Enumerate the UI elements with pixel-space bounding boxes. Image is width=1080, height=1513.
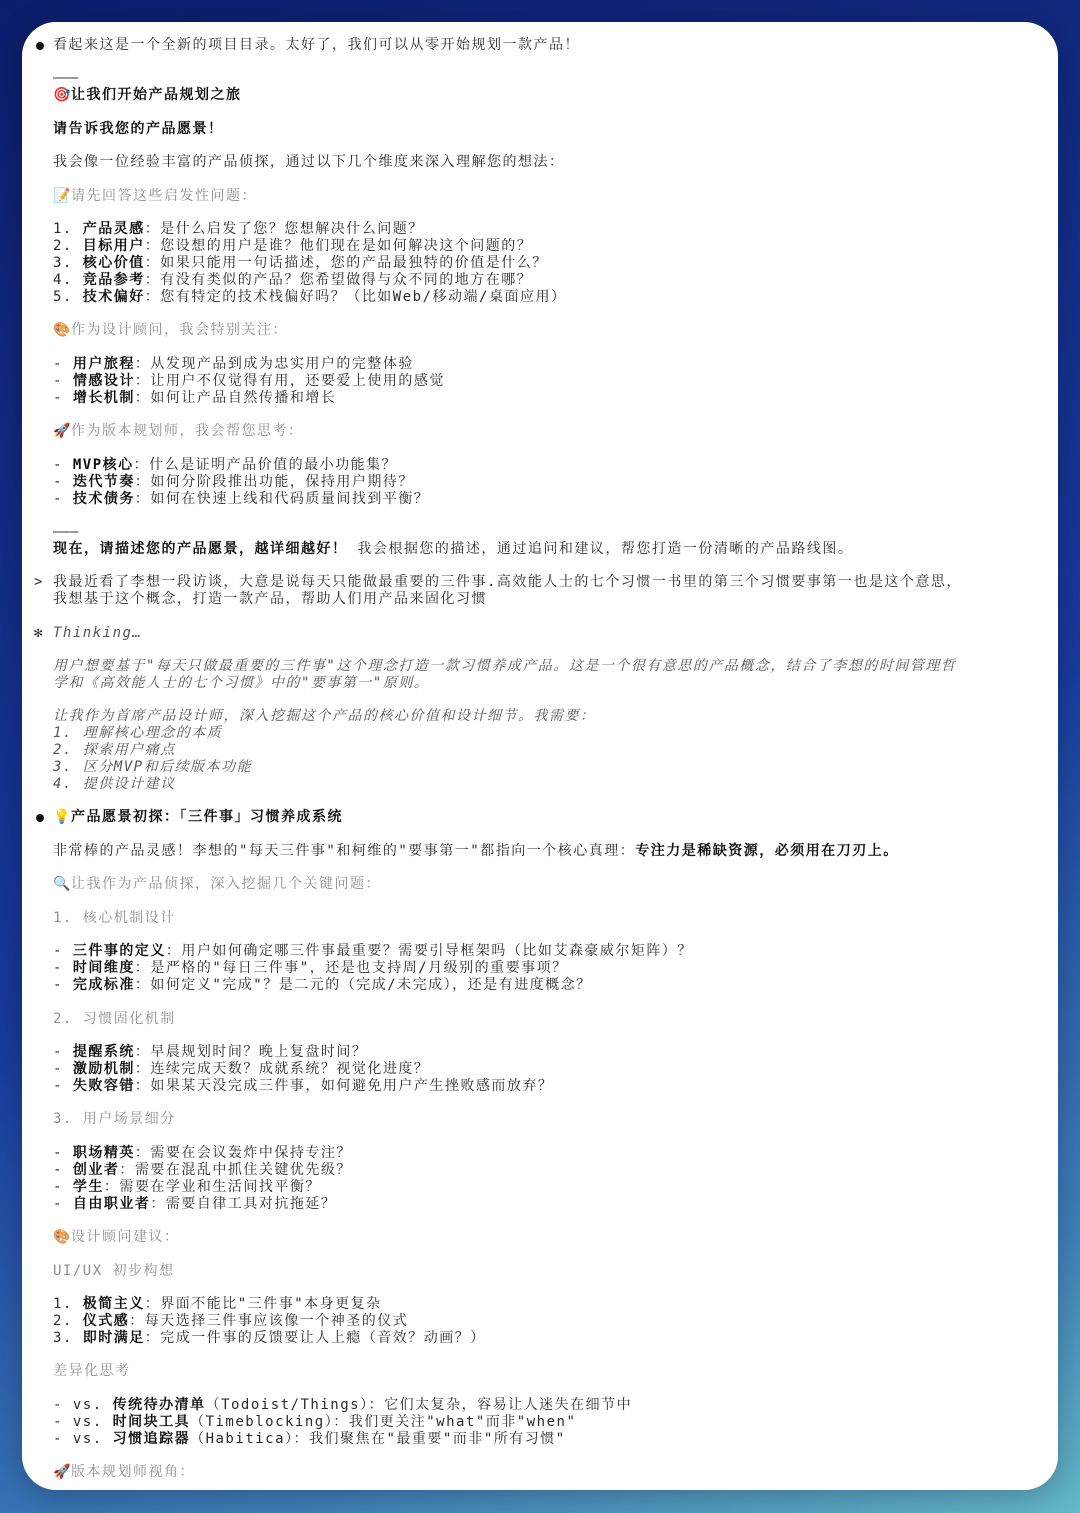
question-item: 5. 技术偏好：您有特定的技术栈偏好吗？（比如Web/移动端/桌面应用） [53, 289, 567, 305]
uiux-item: 3. 即时满足：完成一件事的反馈要让人上瘾（音效？动画？） [53, 1330, 486, 1346]
advice-title [53, 1229, 1040, 1246]
thinking-icon: ✻ [34, 625, 43, 641]
designer-focus [53, 322, 1040, 339]
diff-title: 差异化思考 [53, 1363, 131, 1379]
rocket-icon: 🚀 [53, 1464, 72, 1480]
separator: ——— [53, 70, 79, 86]
section-item: - 三件事的定义：用户如何确定哪三件事最重要？需要引导框架吗（比如艾森豪威尔矩阵）？ [53, 943, 693, 959]
question-item: 3. 核心价值：如果只能用一句话描述，您的产品最独特的价值是什么？ [53, 255, 548, 271]
section-item: - 自由职业者：需要自律工具对抗拖延？ [53, 1196, 337, 1212]
section-title: 1. 核心机制设计 [53, 910, 176, 926]
uiux-title: UI/UX 初步构想 [53, 1263, 175, 1279]
uiux-item: 1. 极简主义：界面不能比"三件事"本身更复杂 [53, 1296, 382, 1312]
thinking-item: 2. 探索用户痛点 [53, 742, 176, 758]
diff-item: - vs. 习惯追踪器（Habitica）：我们聚焦在"最重要"而非"所有习惯" [53, 1431, 566, 1447]
section-item: - 职场精英：需要在会议轰炸中保持专注？ [53, 1145, 352, 1161]
message-bullet [36, 42, 44, 50]
explore-title-text: 产品愿景初探：「三件事」习惯养成系统 [71, 809, 343, 825]
memo-icon: 📝 [53, 188, 72, 204]
dig-prompt-text: 让我作为产品侦探，深入挖掘几个关键问题： [71, 876, 381, 892]
designer-item: - 情感设计：让用户不仅觉得有用，还要爱上使用的感觉 [53, 373, 445, 389]
thinking-text: 学和《高效能人士的七个习惯》中的"要事第一"原则。 [53, 675, 430, 691]
praise-text: 非常棒的产品灵感！李想的"每天三件事"和柯维的"要事第一"都指向一个核心真理：专注力是稀缺资源，必须用在刀刃上。 [53, 843, 899, 859]
vision-request [53, 121, 1040, 138]
lightbulb-icon: 💡 [53, 809, 72, 825]
user-message-line: 我最近看了李想一段访谈，大意是说每天只能做最重要的三件事.高效能人士的七个习惯一书里的第三个习惯要事第一也是这个意思， [53, 574, 962, 590]
planner-item: - 技术债务：如何在快速上线和代码质量间找到平衡？ [53, 491, 430, 507]
question-item: 4. 竞品参考：有没有类似的产品？您希望做得与众不同的地方在哪？ [53, 272, 533, 288]
diff-item: - vs. 传统待办清单（Todoist/Things）：它们太复杂，容易让人迷失在细节中 [53, 1397, 633, 1413]
designer-item: - 用户旅程：从发现产品到成为忠实用户的完整体验 [53, 356, 414, 372]
thinking-text: 用户想要基于"每天只做最重要的三件事"这个理念打造一款习惯养成产品。这是一个很有意思的产品概念，结合了李想的时间管理哲 [53, 658, 957, 674]
section-item: - 激励机制：连续完成天数？成就系统？视觉化进度？ [53, 1061, 430, 1077]
planner-view [53, 1464, 1040, 1481]
designer-focus-text: 作为设计顾问，我会特别关注： [71, 322, 288, 338]
thinking-item: 4. 提供设计建议 [53, 776, 176, 792]
thinking-text: 让我作为首席产品设计师，深入挖掘这个产品的核心价值和设计细节。我需要： [53, 708, 596, 724]
section-title: 2. 习惯固化机制 [53, 1011, 176, 1027]
separator: ——— [53, 524, 79, 540]
uiux-item: 2. 仪式感：每天选择三件事应该像一个神圣的仪式 [53, 1313, 409, 1329]
section-item: - 创业者：需要在混乱中抓住关键优先级？ [53, 1162, 352, 1178]
planner-focus-text: 作为版本规划师，我会帮您思考： [71, 423, 304, 439]
journey-title [53, 87, 1040, 104]
planner-view-text: 版本规划师视角： [71, 1464, 195, 1480]
planner-item: - 迭代节奏：如何分阶段推出功能，保持用户期待？ [53, 474, 414, 490]
advice-title-text: 设计顾问建议： [71, 1229, 180, 1245]
planner-focus [53, 423, 1040, 440]
thinking-label: Thinking… [53, 625, 143, 641]
section-title: 3. 用户场景细分 [53, 1111, 176, 1127]
explore-title [53, 809, 1040, 826]
journey-title-text: 让我们开始产品规划之旅 [71, 87, 242, 103]
section-item: - 学生：需要在学业和生活间找平衡？ [53, 1179, 321, 1195]
diff-item: - vs. 时间块工具（Timeblocking）：我们更关注"what"而非"when" [53, 1414, 577, 1430]
answer-prompt [53, 188, 1040, 205]
section-item: - 时间维度：是严格的"每日三件事"，还是也支持周/月级别的重要事项？ [53, 960, 568, 976]
dig-prompt [53, 876, 1040, 893]
target-icon: 🎯 [53, 87, 72, 103]
section-item: - 失败容错：如果某天没完成三件事，如何避免用户产生挫败感而放弃？ [53, 1078, 554, 1094]
planner-item: - MVP核心：什么是证明产品价值的最小功能集？ [53, 457, 398, 473]
section-item: - 提醒系统：早晨规划时间？晚上复盘时间？ [53, 1044, 368, 1060]
designer-item: - 增长机制：如何让产品自然传播和增长 [53, 390, 337, 406]
palette-icon: 🎨 [53, 1229, 72, 1245]
question-item: 2. 目标用户：您设想的用户是谁？他们现在是如何解决这个问题的？ [53, 238, 533, 254]
answer-prompt-text: 请先回答这些启发性问题： [71, 188, 257, 204]
thinking-item: 1. 理解核心理念的本质 [53, 725, 223, 741]
user-prompt-marker: > [34, 574, 43, 590]
question-item: 1. 产品灵感：是什么启发了您？您想解决什么问题？ [53, 221, 424, 237]
chat-panel [22, 22, 1058, 1490]
section-item: - 完成标准：如何定义"完成"？是二元的（完成/未完成），还是有进度概念？ [53, 977, 592, 993]
user-message-line: 我想基于这个概念，打造一款产品，帮助人们用产品来固化习惯 [53, 591, 487, 607]
rocket-icon: 🚀 [53, 423, 72, 439]
palette-icon: 🎨 [53, 322, 72, 338]
magnifier-icon: 🔍 [53, 876, 72, 892]
message-bullet [36, 814, 44, 822]
describe-request: 现在，请描述您的产品愿景，越详细越好！ 我会根据您的描述，通过追问和建议，帮您打造一份清晰的产品路线图。 [53, 541, 854, 557]
thinking-item: 3. 区分MVP和后续版本功能 [53, 759, 253, 775]
intro-text: 看起来这是一个全新的项目目录。太好了，我们可以从零开始规划一款产品！ [53, 37, 580, 53]
detective-intro: 我会像一位经验丰富的产品侦探，通过以下几个维度来深入理解您的想法： [53, 154, 565, 170]
vision-request-text: 请告诉我您的产品愿景！ [53, 121, 224, 137]
